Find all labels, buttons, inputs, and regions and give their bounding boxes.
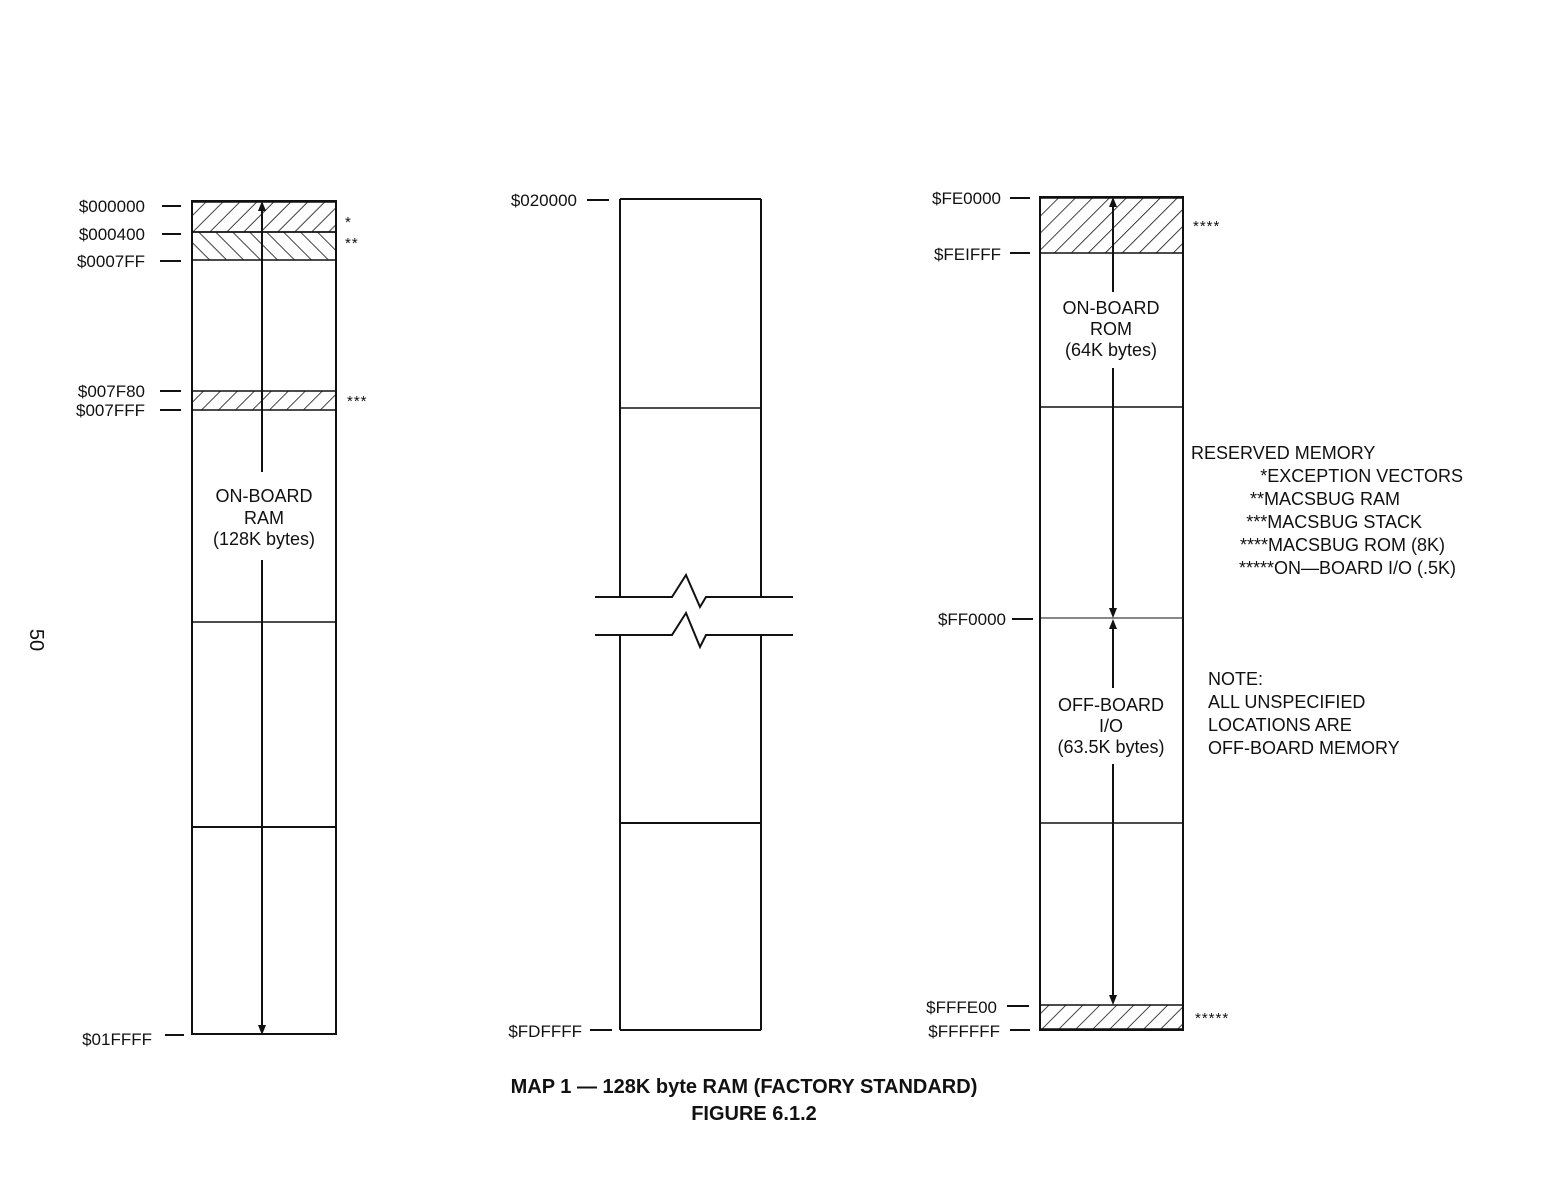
legend-title: RESERVED MEMORY <box>1191 443 1376 463</box>
on-board-rom-label: ON-BOARD <box>1062 298 1160 318</box>
address-label: $FEIFFF <box>933 245 1001 264</box>
note-block <box>1208 669 1400 758</box>
reserved-marker: *** <box>347 393 368 410</box>
note-title: NOTE: <box>1208 669 1264 689</box>
address-label: $020000 <box>510 191 577 210</box>
address-label: $000000 <box>78 197 145 216</box>
on-board-rom-size: (64K bytes) <box>1064 340 1158 360</box>
right-memory-map <box>926 189 1229 1041</box>
left-map-column <box>192 201 336 1034</box>
left-memory-map <box>76 197 368 1049</box>
exception-vectors-block <box>192 202 336 232</box>
break-line <box>595 613 793 647</box>
legend-item: *****ON—BOARD I/O (.5K) <box>1238 558 1456 578</box>
legend-item: ***MACSBUG STACK <box>1246 512 1422 532</box>
on-board-rom-label: ROM <box>1090 319 1132 339</box>
address-label: $FDFFFF <box>508 1022 582 1041</box>
address-label: $007F80 <box>77 382 145 401</box>
address-label: $FFFFFF <box>928 1022 1000 1041</box>
on-board-io-block <box>1040 1005 1183 1029</box>
address-label: $0007FF <box>76 252 145 271</box>
reserved-memory-legend <box>1191 443 1463 578</box>
reserved-marker: ** <box>345 235 359 252</box>
macsbug-ram-block <box>192 232 336 260</box>
address-label: $01FFFF <box>82 1030 152 1049</box>
macsbug-stack-block <box>192 391 336 410</box>
address-label: $FFFE00 <box>926 998 997 1017</box>
break-line <box>595 575 793 607</box>
note-line: ALL UNSPECIFIED <box>1208 692 1366 712</box>
on-board-ram-label: RAM <box>244 508 284 528</box>
off-board-io-size: (63.5K bytes) <box>1057 737 1165 757</box>
legend-item: *EXCEPTION VECTORS <box>1260 466 1463 486</box>
address-label: $000400 <box>78 225 145 244</box>
address-label: $FE0000 <box>932 189 1001 208</box>
off-board-io-label: OFF-BOARD <box>1058 695 1164 715</box>
page-number: 50 <box>25 628 47 652</box>
macsbug-rom-block <box>1040 198 1183 253</box>
figure-caption: MAP 1 — 128K byte RAM (FACTORY STANDARD) <box>510 1076 978 1098</box>
figure-number: FIGURE 6.1.2 <box>691 1103 817 1125</box>
on-board-ram-label: ON-BOARD <box>215 486 313 506</box>
legend-item: ****MACSBUG ROM (8K) <box>1239 535 1445 555</box>
note-line: OFF-BOARD MEMORY <box>1208 738 1400 758</box>
reserved-marker: **** <box>1193 218 1221 235</box>
address-label: $007FFF <box>76 401 145 420</box>
address-label: $FF0000 <box>937 610 1006 629</box>
reserved-marker: ***** <box>1195 1010 1230 1027</box>
legend-item: **MACSBUG RAM <box>1249 489 1400 509</box>
off-board-io-label: I/O <box>1098 716 1124 736</box>
reserved-marker: * <box>345 214 352 231</box>
note-line: LOCATIONS ARE <box>1208 715 1352 735</box>
middle-memory-map <box>508 191 793 1041</box>
on-board-ram-size: (128K bytes) <box>212 529 316 549</box>
